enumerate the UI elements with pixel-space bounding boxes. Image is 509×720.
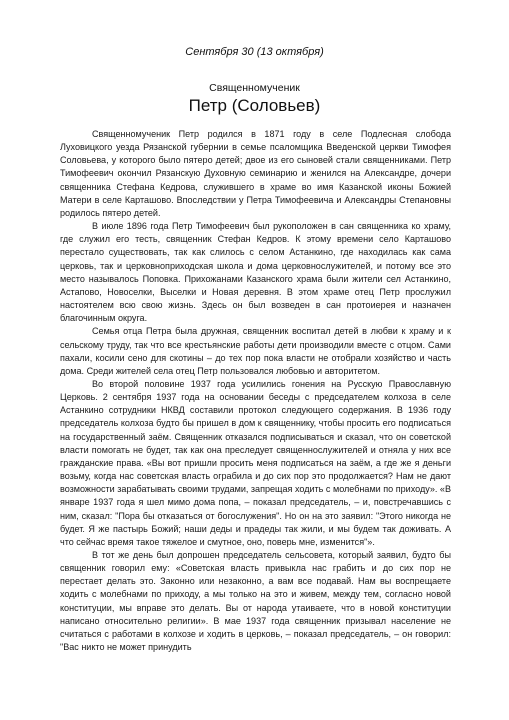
paragraph-4: Во второй половине 1937 года усилились гонения на Русскую Православную Церковь. 2 сентября 1937 года на основании беседы с председателем колхоза в селе Астанкино сотрудники НКВД составили протокол следующего содержания. В 1936 году председатель колхоза будто бы пришел в дом к священнику, чтобы просить его подписаться на государственный заём. Священник отказался подписываться и сказал, что он советской власти помогать не будет, так как она преследует священнослужителей и отняла у них все гражданские права. «Вы вот пришли просить меня подписаться на заём, а где же я деньги возьму, когда нас советская власть ограбила и до сих пор это продолжается? Нам не дают возможности зарабатывать своими трудами, запрещая ходить с молебнами по приходу». «В январе 1937 года я шел мимо дома попа, – показал председатель, – и, повстречавшись с ним, сказал: "Пора бы отказаться от богослужения". Но он на это заявил: "Этого никогда не будет. Я же пастырь Божий; наши деды и прадеды так жили, и мы будем так доживать. А что сейчас время такое тяжелое и смутное, оно, поверь мне, изменится"». [60, 378, 451, 547]
saint-rank: Священномученик [209, 82, 300, 94]
commemoration-date: Сентября 30 (13 октября) [185, 46, 324, 58]
paragraph-1: Священномученик Петр родился в 1871 году в селе Подлесная слобода Луховицкого уезда Рязанской губернии в семье псаломщика Введенской церкви Тимофея Соловьева, у которого было пятеро детей; двое из его сыновей стали священниками. Петр Тимофеевич окончил Рязанскую Духовную семинарию и женился на Александре, дочери священника Стефана Кедрова, служившего в храме во имя Казанской иконы Божией Матери в селе Карташово. Впоследствии у Петра Тимофеевича и Александры Степановны родилось пятеро детей. [60, 129, 451, 218]
biography-text [60, 128, 451, 654]
paragraph-2: В июле 1896 года Петр Тимофеевич был рукоположен в сан священника ко храму, где служил его тесть, священник Стефан Кедров. К этому времени село Карташово перестало существовать, так как слилось с селом Астанкино, где находилась как сама церковь, так и церковноприходская школа и дома церковнослужителей, и потому все это место называлось Поповка. Прихожанами Казанского храма были жители сел Астанкино, Астапово, Новоселки, Выселки и Новая деревня. В этом храме отец Петр прослужил настоятелем всю свою жизнь. Здесь он был возведен в сан протоиерея и назначен благочинным округа. [60, 221, 451, 324]
paragraph-3: Семья отца Петра была дружная, священник воспитал детей в любви к храму и к сельскому труду, так что все крестьянские работы дети производили вместе с отцом. Сами пахали, косили сено для скотины – до тех пор пока власти не отобрали хозяйство и часть дома. Среди жителей села отец Петр пользовался любовью и авторитетом. [60, 326, 451, 376]
saint-name: Петр (Соловьев) [188, 96, 321, 115]
paragraph-5: В тот же день был допрошен председатель сельсовета, который заявил, будто бы священник говорил ему: «Советская власть привыкла нас грабить и до сих пор не перестает делать это. Законно или незаконно, а вам все подавай. Нам вы воспрещаете ходить с молебнами по приходу, а мы только на это и живем, между тем, согласно новой конституции, мы вправе это делать. Вы от народа утаиваете, что в новой конституции написано относительно религии». В мае 1937 года священник призывал население не считаться с работами в колхозе и ходить в церковь, – показал председатель, – он говорил: "Вас никто не может принудить [60, 550, 451, 653]
